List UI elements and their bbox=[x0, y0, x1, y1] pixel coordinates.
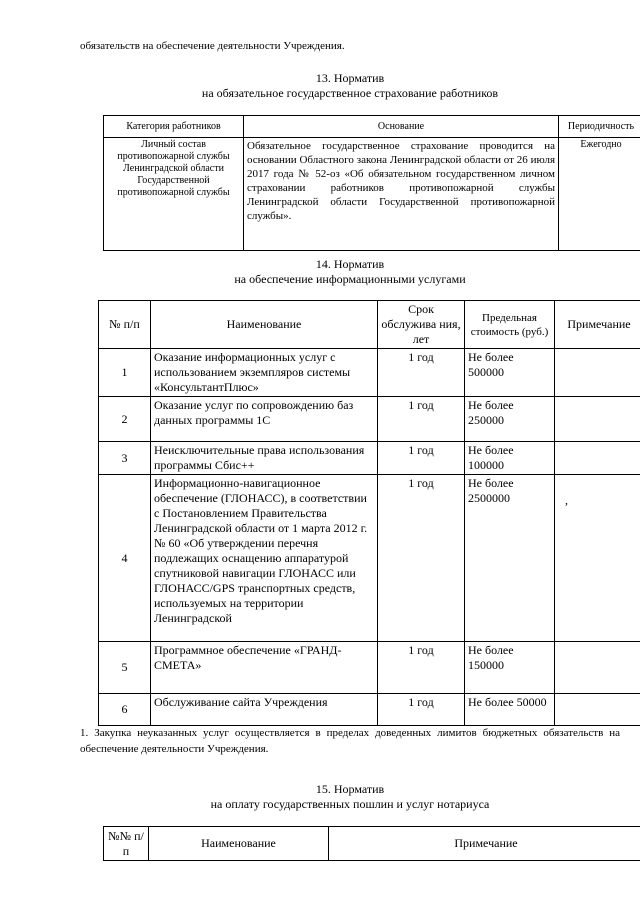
row-name: Информационно-навигационное обеспечение (ГЛОНАСС), в соответствии с Постановлением Правительства Ленинградской области от 1 марта 2012 г. № 60 «Об утверждении перечня подлежащих оснащению аппаратурой спутниковой навигации ГЛОНАСС или ГЛОНАСС/GPS транспортных средств, используемых на территории Ленинградской bbox=[151, 475, 378, 642]
header-name: Наименование bbox=[151, 301, 378, 349]
row-term: 1 год bbox=[378, 475, 465, 642]
row-cost: Не более 100000 bbox=[465, 442, 555, 475]
row-term: 1 год bbox=[378, 349, 465, 397]
section-14-subtitle: на обеспечение информационными услугами bbox=[234, 272, 466, 286]
cell-category: Личный состав противопожарной службы Ленинградской области Государственной противопожарной службы bbox=[104, 138, 244, 251]
section-13-title: 13. Норматив bbox=[315, 71, 385, 85]
row-number: 1 bbox=[99, 349, 151, 397]
cell-basis: Обязательное государственное страхование проводится на основании Областного закона Ленинградской области от 26 июля 2017 года № 52-оз «Об обязательном государственном личном страховании работников противопожарной службы Ленинградской области Государственной противопожарной службы». bbox=[244, 138, 559, 251]
header-number: №№ п/п bbox=[104, 827, 149, 861]
row-cost: Не более 50000 bbox=[465, 694, 555, 726]
row-cost: Не более 500000 bbox=[465, 349, 555, 397]
insurance-header-row bbox=[104, 116, 640, 138]
section-15-title: 15. Норматив bbox=[315, 782, 385, 796]
header-cost: Предельная стоимость (руб.) bbox=[465, 301, 555, 349]
row-note: , bbox=[555, 475, 640, 642]
header-note: Примечание bbox=[555, 301, 640, 349]
table-row bbox=[99, 349, 640, 397]
continuation-text: обязательств на обеспечение деятельности Учреждения. bbox=[80, 40, 345, 52]
row-note bbox=[555, 442, 640, 475]
header-category: Категория работников bbox=[104, 116, 244, 138]
header-note: Примечание bbox=[329, 827, 640, 861]
section-13-heading bbox=[80, 71, 620, 101]
row-number: 4 bbox=[99, 475, 151, 642]
info-header-row bbox=[99, 301, 640, 349]
insurance-table bbox=[103, 115, 640, 251]
fees-table bbox=[103, 826, 640, 861]
row-name: Неисключительные права использования программы Сбис++ bbox=[151, 442, 378, 475]
row-name: Обслуживание сайта Учреждения bbox=[151, 694, 378, 726]
fees-header-row bbox=[104, 827, 640, 861]
section-14-heading bbox=[80, 257, 620, 287]
row-number: 3 bbox=[99, 442, 151, 475]
header-term: Срок обслужива ния, лет bbox=[378, 301, 465, 349]
row-cost: Не более 2500000 bbox=[465, 475, 555, 642]
table-row bbox=[99, 694, 640, 726]
row-cost: Не более 150000 bbox=[465, 642, 555, 694]
row-name: Программное обеспечение «ГРАНД-СМЕТА» bbox=[151, 642, 378, 694]
row-number: 2 bbox=[99, 397, 151, 442]
row-name: Оказание информационных услуг с использованием экземпляров системы «КонсультантПлюс» bbox=[151, 349, 378, 397]
section-13-subtitle: на обязательное государственное страхование работников bbox=[201, 86, 499, 100]
header-periodicity: Периодичность bbox=[559, 116, 640, 138]
row-cost: Не более 250000 bbox=[465, 397, 555, 442]
section-14-title: 14. Норматив bbox=[315, 257, 385, 271]
table-row bbox=[99, 642, 640, 694]
row-term: 1 год bbox=[378, 642, 465, 694]
row-name: Оказание услуг по сопровождению баз данных программы 1С bbox=[151, 397, 378, 442]
row-number: 5 bbox=[99, 642, 151, 694]
table-row bbox=[99, 442, 640, 475]
row-note bbox=[555, 694, 640, 726]
row-term: 1 год bbox=[378, 397, 465, 442]
table-row bbox=[99, 397, 640, 442]
row-note bbox=[555, 642, 640, 694]
info-services-table bbox=[98, 300, 640, 726]
row-note bbox=[555, 349, 640, 397]
row-term: 1 год bbox=[378, 442, 465, 475]
row-number: 6 bbox=[99, 694, 151, 726]
header-basis: Основание bbox=[244, 116, 559, 138]
cell-periodicity: Ежегодно bbox=[559, 138, 640, 251]
row-term: 1 год bbox=[378, 694, 465, 726]
insurance-row bbox=[104, 138, 640, 251]
section-15-heading bbox=[80, 782, 620, 812]
footnote: 1. Закупка неуказанных услуг осуществляется в пределах доведенных лимитов бюджетных обязательств на обеспечение деятельности Учреждения. bbox=[80, 727, 620, 755]
row-note bbox=[555, 397, 640, 442]
table-row bbox=[99, 475, 640, 642]
section-15-subtitle: на оплату государственных пошлин и услуг нотариуса bbox=[210, 797, 490, 811]
header-number: № п/п bbox=[99, 301, 151, 349]
header-name: Наименование bbox=[149, 827, 329, 861]
